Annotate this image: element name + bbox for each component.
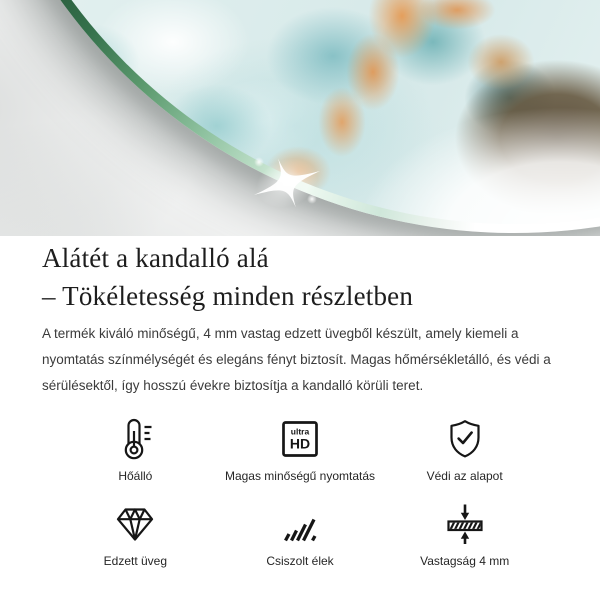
shield-check-icon (441, 415, 489, 463)
feature-label: Edzett üveg (103, 554, 168, 568)
ultra-label: ultra (290, 426, 310, 437)
feature-label: Vastagság 4 mm (420, 554, 510, 568)
feature-heat-resistant (53, 415, 218, 484)
feature-polished-edges (218, 500, 383, 569)
product-photo (0, 0, 600, 236)
page-title-line2: – Tökéletesség minden részletben (42, 281, 414, 311)
feature-label: Hőálló (118, 469, 153, 483)
ultra-hd-icon (276, 415, 324, 463)
product-description: A termék kiváló minőségű, 4 mm vastag edzett üvegből készült, amely kiemeli a nyomtatás színmélységét és elegáns fényt biztosít. Magas hőmérsékletálló, és védi a sérülésektől, így hosszú évekre biztosítja a kandalló körüli teret. (42, 326, 551, 393)
feature-thickness (382, 500, 547, 569)
beveled-edge-icon (276, 500, 324, 548)
product-info-section (0, 239, 600, 569)
feature-grid (53, 415, 547, 569)
thermometer-icon (111, 415, 159, 463)
feature-print-quality (218, 415, 383, 484)
page-title-line1: Alátét a kandalló alá (42, 243, 269, 273)
feature-label: Magas minőségű nyomtatás (224, 469, 376, 483)
feature-tempered-glass (53, 500, 218, 569)
feature-label: Csiszolt élek (266, 554, 334, 568)
feature-protects-base (382, 415, 547, 484)
thickness-arrows-icon (441, 500, 489, 548)
feature-label: Védi az alapot (426, 469, 503, 483)
page-title (42, 239, 558, 315)
diamond-icon (111, 500, 159, 548)
hd-label: HD (289, 435, 311, 452)
